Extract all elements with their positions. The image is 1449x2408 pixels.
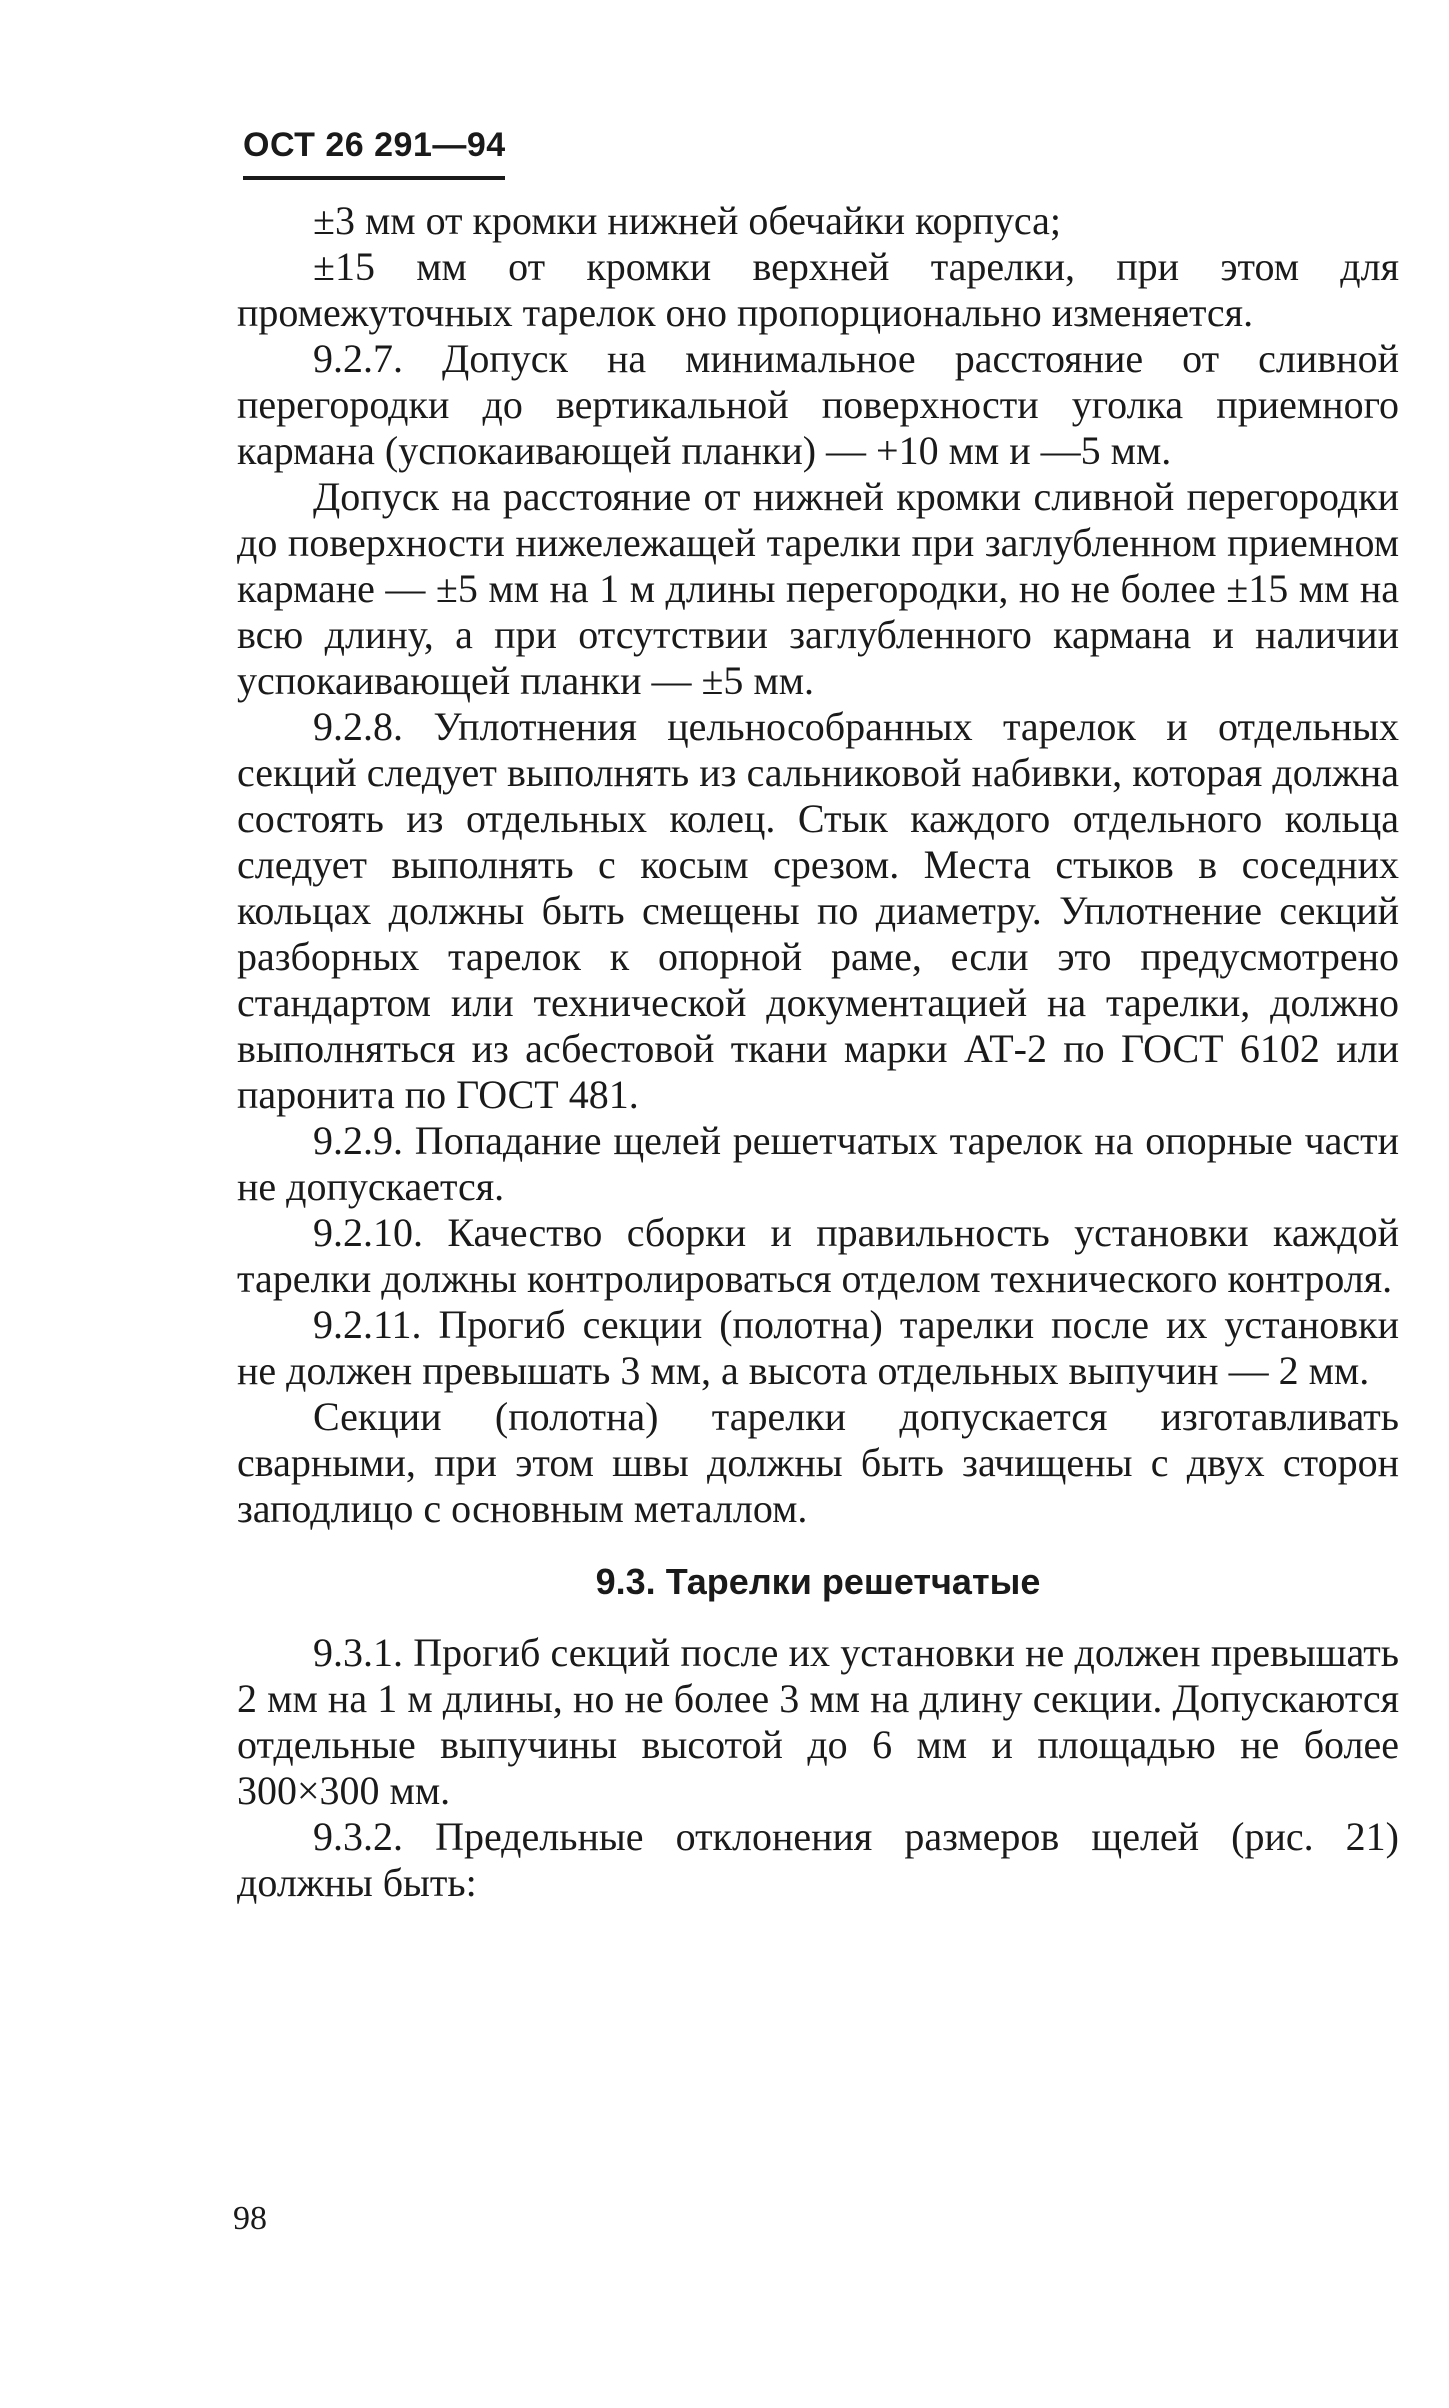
paragraph-9-2-10: 9.2.10. Качество сборки и правильность установки каждой тарелки должны контролироваться отделом технического контроля. [237,1210,1399,1301]
paragraph-9-3-1: 9.3.1. Прогиб секций после их установки не должен превышать 2 мм на 1 м длины, но не более 3 мм на длину секции. Допускаются отдельные выпучины высотой до 6 мм и площадью не более 300×300 мм. [237,1630,1399,1813]
paragraph-welded-sections: Секции (полотна) тарелки допускается изготавливать сварными, при этом швы должны быть зачищены с двух сторон заподлицо с основным металлом. [237,1394,1399,1531]
paragraph-9-2-8: 9.2.8. Уплотнения цельнособранных тарелок и отдельных секций следует выполнять из сальниковой набивки, которая должна состоять из отдельных колец. Стык каждого отдельного кольца следует выполнять с косым срезом. Места стыков в соседних кольцах должны быть смещены по диаметру. Уплотнение секций разборных тарелок к опорной раме, если это предусмотрено стандартом или технической документацией на тарелки, должно выполняться из асбестовой ткани марки АТ-2 по ГОСТ 6102 или паронита по ГОСТ 481. [237,704,1399,1117]
paragraph-9-2-11: 9.2.11. Прогиб секции (полотна) тарелки после их установки не должен превышать 3 мм, а высота отдельных выпучин — 2 мм. [237,1302,1399,1393]
body-text [237,198,1399,1906]
paragraph-tolerance-upper-tray: ±15 мм от кромки верхней тарелки, при этом для промежуточных тарелок оно пропорционально изменяется. [237,244,1399,335]
paragraph-tolerance-lower-shell: ±3 мм от кромки нижней обечайки корпуса; [313,198,1061,243]
document-code-header: ОСТ 26 291—94 [243,126,506,164]
page-number: 98 [233,2200,267,2237]
paragraph-drain-partition-tolerance: Допуск на расстояние от нижней кромки сливной перегородки до поверхности нижележащей тарелки при заглубленном приемном кармане — ±5 мм на 1 м длины перегородки, но не более ±15 мм на всю длину, а при отсутствии заглубленного кармана и наличии успокаивающей планки — ±5 мм. [237,474,1399,703]
paragraph-9-2-9: 9.2.9. Попадание щелей решетчатых тарелок на опорные части не допускается. [237,1118,1399,1209]
header-underline [243,176,505,180]
paragraph-9-3-2: 9.3.2. Предельные отклонения размеров щелей (рис. 21) должны быть: [237,1814,1399,1905]
paragraph-9-2-7: 9.2.7. Допуск на минимальное расстояние от сливной перегородки до вертикальной поверхности уголка приемного кармана (успокаивающей планки) — +10 мм и —5 мм. [237,336,1399,473]
section-heading: 9.3. Тарелки решетчатые [595,1561,1041,1602]
